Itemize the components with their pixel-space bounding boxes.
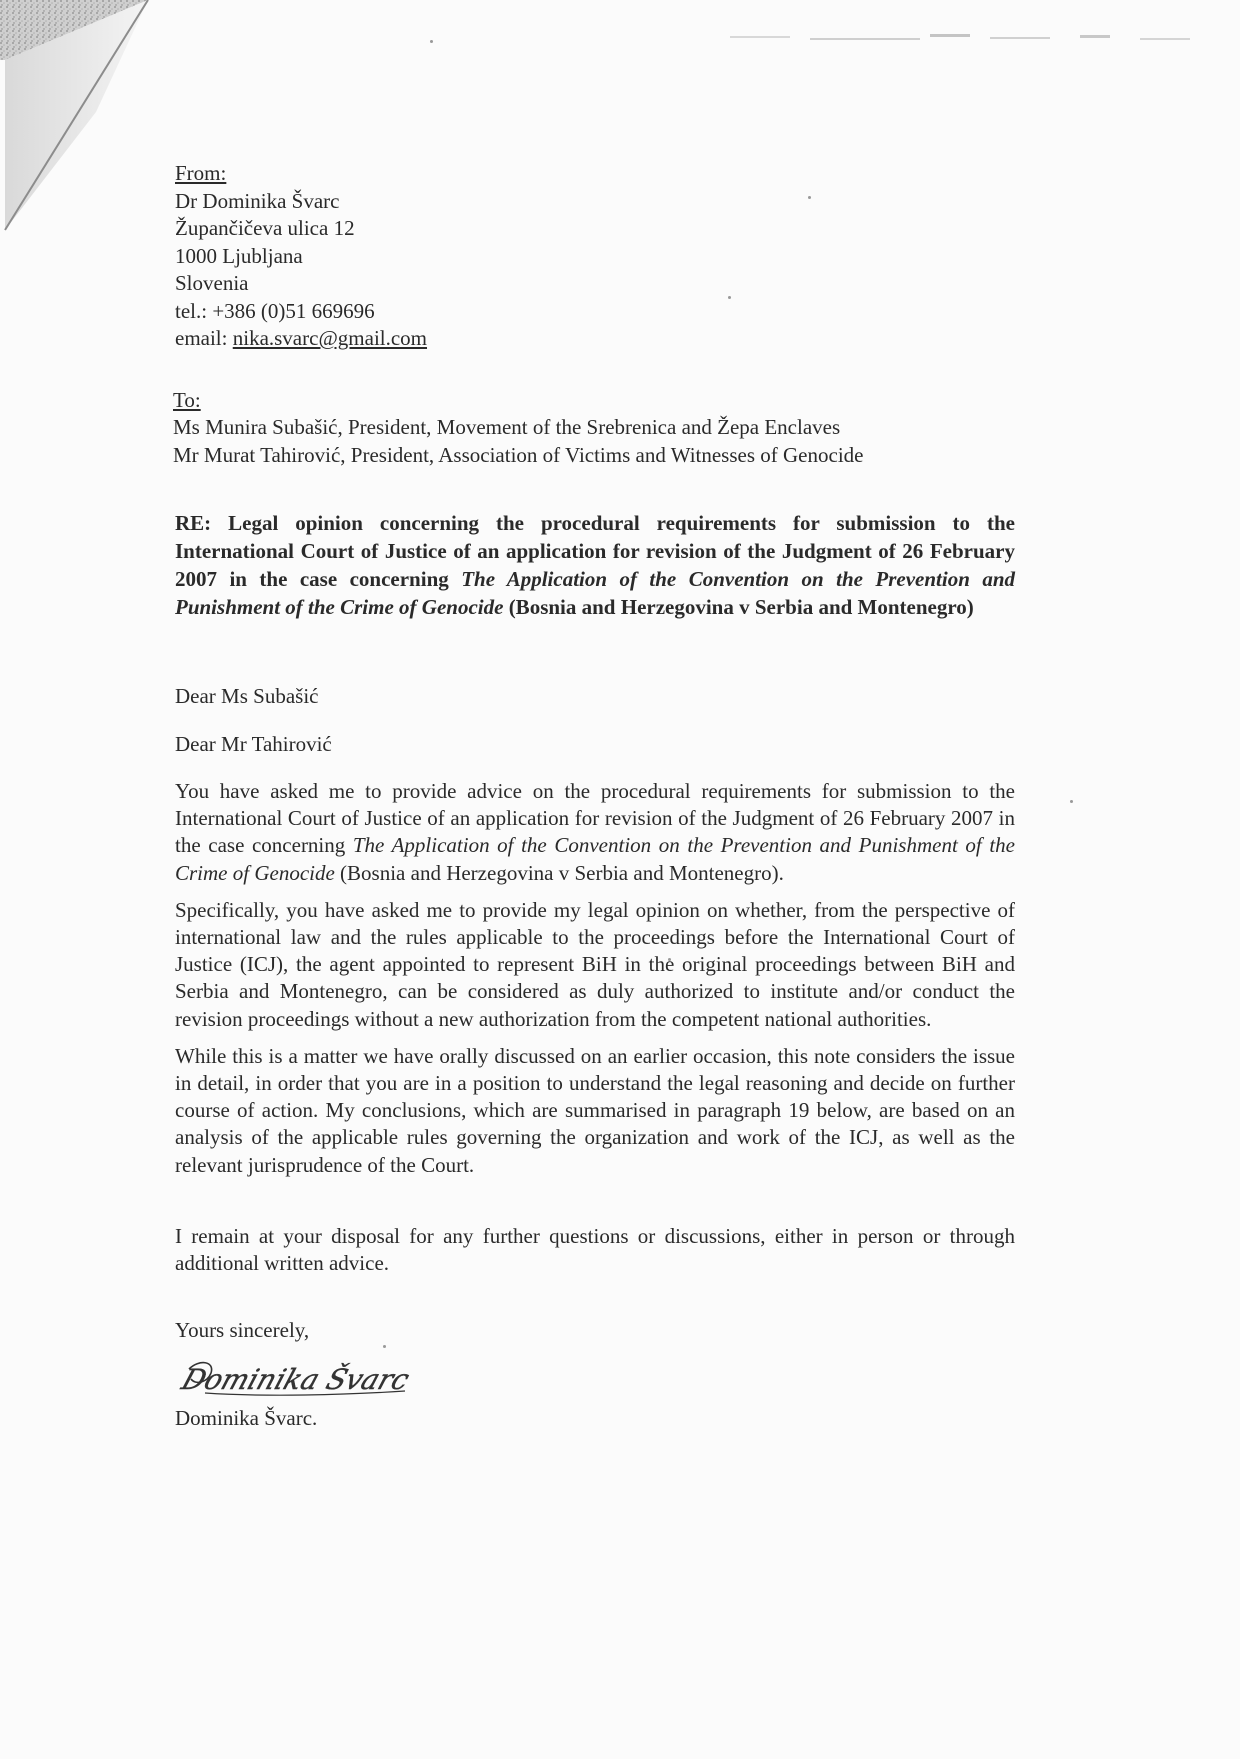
sender-block bbox=[175, 160, 1015, 353]
sender-tel: tel.: +386 (0)51 669696 bbox=[175, 298, 375, 323]
subject-prefix: RE: Legal opinion concerning the procedural requirements for submission to the International Court of Justice of an application for revision of the Judgment of 26 February 2007 in the case concerning bbox=[175, 511, 1015, 591]
closing-name: Dominika Švarc. bbox=[175, 1405, 318, 1430]
sender-name: Dr Dominika Švarc bbox=[175, 188, 340, 213]
sender-email-line bbox=[175, 325, 1015, 353]
signature bbox=[175, 1349, 435, 1405]
recipient-1: Ms Munira Subašić, President, Movement of the Srebrenica and Žepa Enclaves bbox=[173, 415, 841, 439]
closing-sincerely: Yours sincerely, bbox=[175, 1318, 310, 1343]
letter bbox=[175, 160, 1015, 1432]
salutation-2: Dear Mr Tahirović bbox=[175, 731, 332, 756]
signature-text: Dominika Švarc bbox=[177, 1362, 414, 1396]
p1-suffix: (Bosnia and Herzegovina v Serbia and Montenegro). bbox=[334, 860, 784, 885]
sender-country: Slovenia bbox=[175, 271, 249, 295]
scan-noise bbox=[720, 28, 1200, 50]
subject-suffix: (Bosnia and Herzegovina v Serbia and Montenegro) bbox=[503, 595, 974, 619]
body-paragraph-4: I remain at your disposal for any further questions or discussions, either in person or through additional written advice. bbox=[175, 1223, 1015, 1276]
email-prefix: email: bbox=[175, 326, 233, 350]
body-paragraph-2: Specifically, you have asked me to provide my legal opinion on whether, from the perspective of international law and the rules applicable to the proceedings before the International Court of Justice (ICJ), the agent appointed to represent BiH in the original proceedings between BiH and Serbia and Montenegro, can be considered as duly authorized to institute and/or conduct the revision proceedings without a new authorization from the competent national authorities. bbox=[175, 897, 1015, 1031]
sender-email-link[interactable]: nika.svarc@gmail.com bbox=[232, 326, 428, 350]
p1-prefix: You have asked me to provide advice on the procedural requirements for submission to the International Court of Justice of an application for revision of the Judgment of 26 February 2007 in the case concerning bbox=[175, 779, 1015, 858]
salutation-1: Dear Ms Subašić bbox=[175, 684, 319, 708]
sender-city: 1000 Ljubljana bbox=[175, 243, 303, 268]
sender-street: Župančičeva ulica 12 bbox=[175, 216, 355, 240]
recipient-2: Mr Murat Tahirović, President, Association of Victims and Witnesses of Genocide bbox=[173, 442, 864, 467]
subject-case-title: The Application of the Convention on the Prevention and Punishment of the Crime of Genocide bbox=[175, 567, 1015, 619]
p1-case-title: The Application of the Convention on the Prevention and Punishment of the Crime of Genocide bbox=[175, 833, 1015, 885]
subject-line bbox=[175, 509, 1015, 621]
from-label: From: bbox=[175, 161, 227, 185]
scan-fold-corner bbox=[0, 0, 150, 240]
to-label: To: bbox=[173, 387, 201, 412]
recipient-block bbox=[173, 387, 1015, 470]
body-paragraph-3: While this is a matter we have orally discussed on an earlier occasion, this note considers the issue in detail, in order that you are in a position to understand the legal reasoning and decide on further course of action. My conclusions, which are summarised in paragraph 19 below, are based on an analysis of the applicable rules governing the organization and work of the ICJ, as well as the relevant jurisprudence of the Court. bbox=[175, 1043, 1015, 1177]
body-paragraph-1 bbox=[175, 778, 1015, 887]
